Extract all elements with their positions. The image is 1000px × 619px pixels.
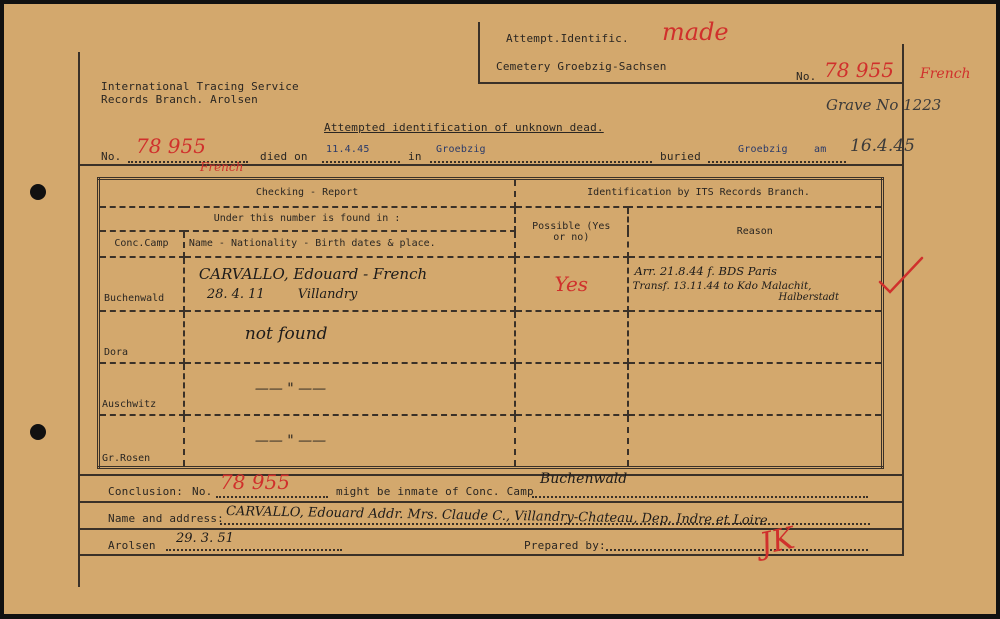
death-no-value: 78 955 [136, 134, 206, 158]
checking-report-header: Checking - Report [99, 179, 516, 207]
org-line-2: Records Branch. Arolsen [101, 93, 258, 106]
reason-cell [628, 257, 883, 311]
death-no-label: No. [101, 150, 122, 163]
buried-date: 16.4.45 [850, 136, 915, 156]
dots-in [430, 161, 652, 163]
reason-cell [628, 311, 883, 363]
reason-line-2: Transf. 13.11.44 to Kdo Malachit, [632, 280, 812, 293]
name-cell [184, 257, 515, 311]
dots-conclusion-no [216, 496, 328, 498]
reason-cell [628, 415, 883, 467]
cemetery-label: Cemetery Groebzig-Sachsen [496, 60, 667, 73]
possible-cell [515, 311, 627, 363]
camp-cell: Buchenwald [99, 257, 184, 311]
punch-hole-bottom [30, 424, 46, 440]
table-row [99, 415, 883, 467]
top-no-label: No. [796, 70, 817, 83]
died-label: died on [260, 150, 308, 163]
cemetery-box-left [478, 22, 480, 84]
punch-hole-top [30, 184, 46, 200]
camp-col-header: Conc.Camp [99, 231, 184, 257]
table-row [99, 311, 883, 363]
dots-died [322, 161, 400, 163]
reason-cell [628, 363, 883, 415]
buried-date-prefix: am [814, 144, 827, 155]
conclusion-mid: might be inmate of Conc. Camp [336, 485, 534, 498]
in-value: Groebzig [436, 144, 486, 155]
rule-before-conclusion [78, 474, 904, 476]
identification-header: Identification by ITS Records Branch. [515, 179, 882, 207]
possible-value: Yes [554, 271, 589, 296]
in-label: in [408, 150, 422, 163]
possible-header: Possible (Yes or no) [515, 207, 627, 257]
reason-header: Reason [628, 207, 883, 257]
possible-cell [515, 257, 627, 311]
org-line-1: International Tracing Service [101, 80, 299, 93]
top-no-value: 78 955 [824, 58, 894, 82]
record-card [4, 4, 996, 614]
conclusion-label: Conclusion: [108, 485, 184, 498]
name-address-label: Name and address: [108, 512, 224, 525]
name-line-1: —— " —— [254, 433, 327, 450]
name-line-1: not found [244, 323, 328, 344]
possible-cell [515, 363, 627, 415]
title: Attempted identification of unknown dead. [324, 121, 604, 134]
signature: JK [756, 520, 798, 563]
prepared-label: Prepared by: [524, 539, 606, 552]
reason-line-1: Arr. 21.8.44 f. BDS Paris [634, 264, 777, 279]
possible-cell [515, 415, 627, 467]
grave-no: Grave No 1223 [826, 96, 942, 114]
dots-date [166, 549, 342, 551]
footer-date: 29. 3. 51 [176, 531, 234, 546]
name-cell [184, 415, 515, 467]
conclusion-no-value: 78 955 [220, 470, 290, 494]
cemetery-box-bottom [478, 82, 904, 84]
under-number-header: Under this number is found in : [99, 207, 516, 231]
dots-conclusion-camp [532, 496, 868, 498]
buried-value: Groebzig [738, 144, 788, 155]
camp-cell: Gr.Rosen [99, 415, 184, 467]
right-border [902, 44, 904, 554]
checking-table [97, 177, 884, 469]
camp-cell: Dora [99, 311, 184, 363]
conclusion-camp: Buchenwald [540, 471, 628, 487]
reason-line-3: Halberstadt [778, 292, 840, 304]
name-address-value: CARVALLO, Edouard Addr. Mrs. Claude C., Villandry-Chateau, Dep. Indre et Loire [225, 504, 768, 529]
table-row [99, 257, 883, 311]
top-no-note: French [920, 66, 971, 82]
rule-before-name [78, 501, 904, 503]
name-col-header: Name - Nationality - Birth dates & place. [184, 231, 515, 257]
footer-place: Arolsen [108, 539, 156, 552]
conclusion-no-label: No. [192, 485, 213, 498]
name-cell [184, 363, 515, 415]
camp-cell: Auschwitz [99, 363, 184, 415]
buried-label: buried [660, 150, 701, 163]
dots-buried [708, 161, 846, 163]
table-row [99, 363, 883, 415]
death-no-note: French [200, 160, 244, 174]
name-line-1: CARVALLO, Edouard - French [198, 265, 428, 284]
died-value: 11.4.45 [326, 144, 370, 155]
name-line-2: 28. 4. 11 Villandry [206, 287, 358, 303]
attempt-label: Attempt.Identific. [506, 32, 629, 45]
left-border [78, 52, 80, 587]
name-cell [184, 311, 515, 363]
attempt-handwritten: made [662, 18, 729, 46]
name-line-1: —— " —— [254, 381, 327, 398]
check-mark-icon [876, 252, 926, 296]
dots-prepared [606, 549, 868, 551]
